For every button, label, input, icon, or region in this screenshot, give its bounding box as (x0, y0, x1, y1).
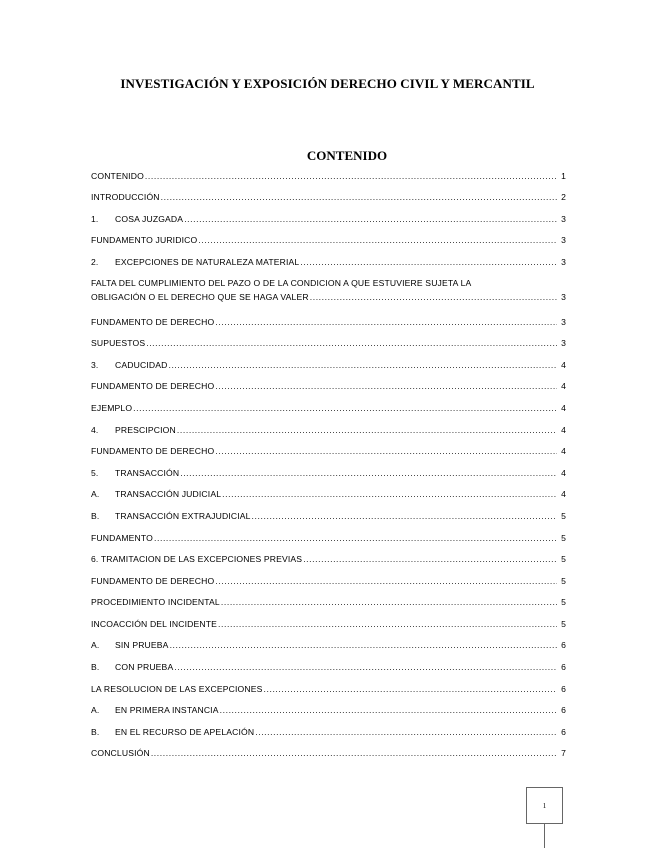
toc-entry-page: 3 (561, 338, 566, 349)
toc-entry[interactable] (91, 482, 566, 504)
toc-entry[interactable] (91, 676, 566, 698)
page-number-box (526, 787, 563, 824)
toc-dot-leader (252, 511, 557, 521)
toc-entry-text: PRESCIPCION (115, 424, 176, 435)
toc-entry-page: 6 (561, 683, 566, 694)
toc-entry-number: A. (91, 705, 100, 716)
toc-entry[interactable] (91, 439, 566, 461)
toc-dot-leader (180, 468, 557, 478)
toc-entry-page: 3 (561, 316, 566, 327)
toc-entry-page: 6 (561, 705, 566, 716)
toc-entry-page: 5 (561, 510, 566, 521)
toc-entry-text: PROCEDIMIENTO INCIDENTAL (91, 597, 220, 608)
toc-entry[interactable] (91, 741, 566, 763)
toc-entry-page: 4 (561, 424, 566, 435)
toc-entry-page: 4 (561, 359, 566, 370)
toc-entry-line2 (91, 292, 566, 302)
toc-entry-text: FUNDAMENTO DE DERECHO (91, 575, 215, 586)
toc-entry-page: 4 (561, 381, 566, 392)
toc-entry-text: CADUCIDAD (115, 359, 168, 370)
toc-entry-text: FUNDAMENTO (91, 532, 153, 543)
toc-entry-page: 6 (561, 726, 566, 737)
toc-entry[interactable] (91, 590, 566, 612)
toc-entry-page: 4 (561, 467, 566, 478)
toc-entry-text: EXCEPCIONES DE NATURALEZA MATERIAL (115, 256, 300, 267)
toc-dot-leader (145, 171, 557, 181)
toc-entry-text: SUPUESTOS (91, 338, 146, 349)
toc-entry-number: 3. (91, 359, 99, 370)
toc-entry-page: 4 (561, 402, 566, 413)
toc-entry[interactable] (91, 163, 566, 185)
toc-entry-number: B. (91, 726, 100, 737)
toc-entry[interactable] (91, 309, 566, 331)
toc-entry[interactable] (91, 654, 566, 676)
toc-dot-leader (215, 317, 557, 327)
toc-dot-leader (174, 662, 557, 672)
toc-entry-text: TRANSACCIÓN EXTRAJUDICIAL (115, 510, 251, 521)
toc-entry-page: 3 (561, 291, 566, 302)
toc-entry-page: 4 (561, 489, 566, 500)
toc-dot-leader (215, 446, 557, 456)
toc-dot-leader (177, 425, 557, 435)
toc-entry-text: INCOACCIÓN DEL INCIDENTE (91, 618, 217, 629)
toc-dot-leader (220, 705, 557, 715)
toc-entry-text: INTRODUCCIÓN (91, 192, 160, 203)
toc-dot-leader (222, 489, 557, 499)
toc-entry-page: 6 (561, 640, 566, 651)
toc-entry[interactable] (91, 503, 566, 525)
toc-entry[interactable] (91, 352, 566, 374)
toc-dot-leader (300, 257, 557, 267)
page-number: 1 (542, 801, 547, 810)
toc-entry-text: TRANSACCIÓN (115, 467, 180, 478)
toc-entry-text: FUNDAMENTO JURIDICO (91, 235, 198, 246)
toc-entry[interactable] (91, 611, 566, 633)
toc-entry[interactable] (91, 525, 566, 547)
toc-entry-number: A. (91, 489, 100, 500)
toc-entry-number: 4. (91, 424, 99, 435)
toc-entry-page: 1 (561, 170, 566, 181)
toc-entry-text: FUNDAMENTO DE DERECHO (91, 381, 215, 392)
toc-entry-page: 5 (561, 575, 566, 586)
toc-entry-text: CONCLUSIÓN (91, 748, 150, 759)
toc-entry[interactable] (91, 206, 566, 228)
toc-entry-number: B. (91, 662, 100, 673)
toc-dot-leader (255, 727, 557, 737)
toc-entry-text: EN EL RECURSO DE APELACIÓN (115, 726, 255, 737)
toc-entry-text: CON PRUEBA (115, 662, 174, 673)
toc-entry-page: 4 (561, 446, 566, 457)
document-title: INVESTIGACIÓN Y EXPOSICIÓN DERECHO CIVIL Y MERCANTIL (120, 76, 535, 91)
toc-entry-number: 2. (91, 256, 99, 267)
toc-entry-text: 6. TRAMITACION DE LAS EXCEPCIONES PREVIAS (91, 554, 303, 565)
toc-entry[interactable] (91, 271, 566, 309)
toc-entry-text: CONTENIDO (91, 170, 144, 181)
page-number-connector (544, 824, 545, 848)
toc-entry-page: 5 (561, 532, 566, 543)
toc-entry-page: 7 (561, 748, 566, 759)
toc-entry[interactable] (91, 633, 566, 655)
toc-dot-leader (310, 292, 557, 302)
table-of-contents (91, 163, 566, 762)
toc-dot-leader (218, 619, 557, 629)
toc-entry[interactable] (91, 331, 566, 353)
toc-entry-text: FUNDAMENTO DE DERECHO (91, 446, 215, 457)
toc-dot-leader (154, 533, 557, 543)
toc-dot-leader (184, 214, 557, 224)
toc-entry-number: 1. (91, 213, 99, 224)
toc-entry-page: 6 (561, 662, 566, 673)
toc-entry-page: 3 (561, 235, 566, 246)
toc-dot-leader (170, 640, 557, 650)
toc-dot-leader (215, 576, 557, 586)
toc-entry[interactable] (91, 228, 566, 250)
toc-dot-leader (151, 748, 557, 758)
toc-entry-page: 5 (561, 597, 566, 608)
toc-entry-text: TRANSACCIÓN JUDICIAL (115, 489, 222, 500)
toc-dot-leader (168, 360, 557, 370)
toc-dot-leader (198, 235, 557, 245)
toc-dot-leader (133, 403, 557, 413)
toc-entry[interactable] (91, 698, 566, 720)
toc-entry-text: LA RESOLUCION DE LAS EXCEPCIONES (91, 683, 263, 694)
toc-heading: CONTENIDO (306, 148, 388, 163)
toc-entry[interactable] (91, 460, 566, 482)
toc-entry-page: 3 (561, 213, 566, 224)
toc-entry[interactable] (91, 395, 566, 417)
toc-entry-page: 2 (561, 192, 566, 203)
toc-entry-text-line1: FALTA DEL CUMPLIMIENTO DEL PAZO O DE LA CONDICION A QUE ESTUVIERE SUJETA LA (91, 277, 472, 288)
toc-entry[interactable] (91, 547, 566, 569)
toc-entry-text: EN PRIMERA INSTANCIA (115, 705, 219, 716)
toc-entry-page: 3 (561, 256, 566, 267)
toc-dot-leader (263, 684, 557, 694)
toc-entry-number: A. (91, 640, 100, 651)
toc-entry[interactable] (91, 719, 566, 741)
toc-entry[interactable] (91, 249, 566, 271)
toc-dot-leader (303, 554, 557, 564)
toc-entry-text: SIN PRUEBA (115, 640, 169, 651)
toc-dot-leader (146, 338, 557, 348)
toc-dot-leader (215, 381, 557, 391)
toc-entry-number: B. (91, 510, 100, 521)
toc-entry-text-line2: OBLIGACIÓN O EL DERECHO QUE SE HAGA VALER (91, 291, 309, 302)
toc-entry[interactable] (91, 417, 566, 439)
toc-entry[interactable] (91, 568, 566, 590)
toc-entry-text: EJEMPLO (91, 402, 133, 413)
toc-entry-page: 5 (561, 554, 566, 565)
toc-entry-text: COSA JUZGADA (115, 213, 184, 224)
toc-entry-number: 5. (91, 467, 99, 478)
toc-entry-page: 5 (561, 618, 566, 629)
toc-dot-leader (161, 192, 557, 202)
toc-entry[interactable] (91, 185, 566, 207)
toc-entry-text: FUNDAMENTO DE DERECHO (91, 316, 215, 327)
toc-entry[interactable] (91, 374, 566, 396)
toc-dot-leader (221, 597, 557, 607)
